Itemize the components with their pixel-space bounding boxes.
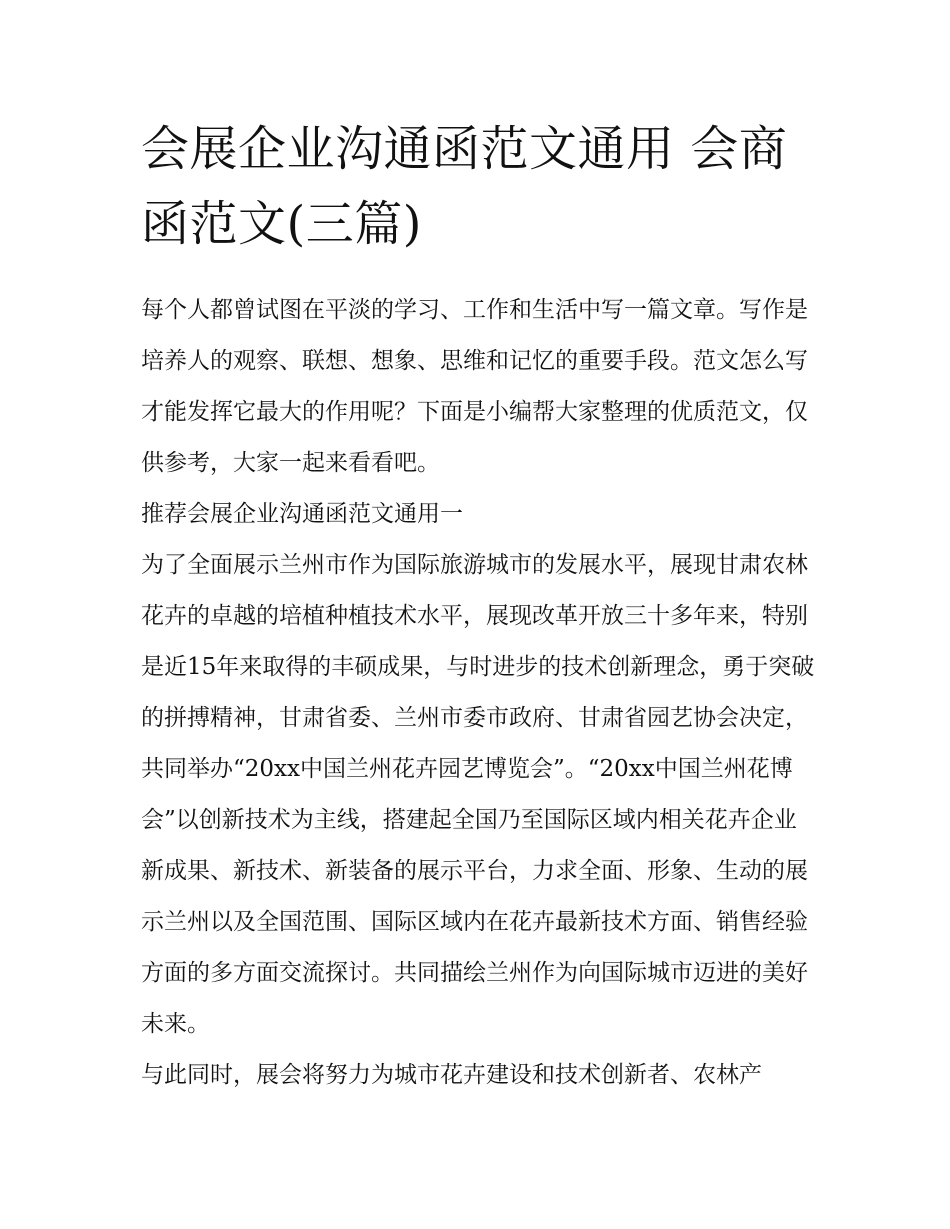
section-subheading: 推荐会展企业沟通函范文通用一: [141, 501, 463, 527]
body-paragraph-1: 为了全面展示兰州市作为国际旅游城市的发展水平，展现甘肃农林花卉的卓越的培植种植技术水平，展现改革开放三十多年来，特别是近15年来取得的丰硕成果，与时进步的技术创新理念，勇于突破的拼搏精神，甘肃省委、兰州市委市政府、甘肃省园艺协会决定，共同举办“20xx中国兰州花卉园艺博览会”。“20xx中国兰州花博会”以创新技术为主线，搭建起全国乃至国际区域内相关花卉企业新成果、新技术、新装备的展示平台，力求全面、形象、生动的展示兰州以及全国范围、国际区域内在花卉最新技术方面、销售经验方面的多方面交流探讨。共同描绘兰州作为向国际城市迈进的美好未来。: [141, 552, 815, 1037]
intro-paragraph: 每个人都曾试图在平淡的学习、工作和生活中写一篇文章。写作是培养人的观察、联想、想象、思维和记忆的重要手段。范文怎么写才能发挥它最大的作用呢？下面是小编帮大家整理的优质范文，仅供参考，大家一起来看看吧。: [141, 297, 808, 476]
document-content: [141, 112, 816, 1101]
body-paragraph-2: 与此同时，展会将努力为城市花卉建设和技术创新者、农林产: [141, 1062, 762, 1088]
document-title: 会展企业沟通函范文通用 会商函范文(三篇): [141, 121, 788, 252]
